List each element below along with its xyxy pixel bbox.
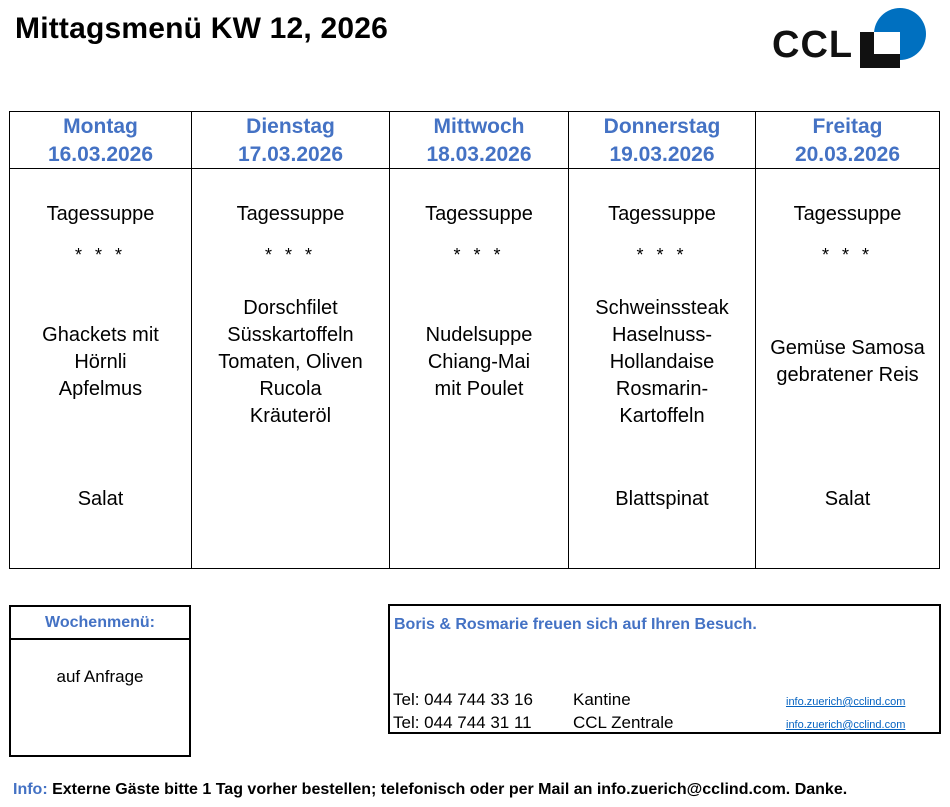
- main-dish-text: Schweinssteak Haselnuss- Hollandaise Rosmarin- Kartoffeln: [595, 296, 729, 427]
- day-column-montag: [10, 112, 192, 568]
- main-dish-text: Nudelsuppe Chiang-Mai mit Poulet: [425, 323, 533, 400]
- day-date: 17.03.2026: [237, 143, 344, 166]
- soup-item: Tagessuppe: [608, 203, 716, 225]
- day-header: [390, 112, 568, 169]
- main-dish: [192, 282, 389, 442]
- page-title: Mittagsmenü KW 12, 2026: [15, 12, 389, 45]
- soup-item: Tagessuppe: [46, 203, 155, 225]
- day-header: [192, 112, 389, 169]
- day-name: Donnerstag: [603, 115, 721, 138]
- soup-item: Tagessuppe: [236, 203, 345, 225]
- weekly-menu-label: Wochenmenü:: [11, 607, 189, 640]
- phone-number: Tel: 044 744 31 11: [393, 713, 532, 732]
- contact-place: Kantine: [573, 690, 631, 709]
- ccl-logo: [772, 8, 932, 70]
- soup-item: Tagessuppe: [793, 203, 902, 225]
- day-name: Mittwoch: [433, 115, 525, 138]
- main-dish: [569, 282, 755, 442]
- main-dish: [756, 282, 939, 442]
- contact-place: CCL Zentrale: [573, 713, 674, 732]
- main-dish-text: Gemüse Samosa gebratener Reis: [770, 337, 925, 386]
- main-dish: [10, 282, 191, 442]
- day-name: Montag: [63, 115, 138, 138]
- day-column-freitag: [756, 112, 939, 568]
- day-column-donnerstag: [569, 112, 756, 568]
- day-header: [569, 112, 755, 169]
- side-dish: Salat: [824, 488, 871, 510]
- side-dish: Salat: [77, 488, 124, 510]
- main-dish: [390, 282, 568, 442]
- day-column-dienstag: [192, 112, 390, 568]
- logo-mark-icon: [856, 8, 928, 70]
- day-date: 16.03.2026: [47, 143, 154, 166]
- footer-info: [13, 781, 847, 799]
- separator: * * *: [74, 245, 127, 265]
- phone-number: Tel: 044 744 33 16: [393, 690, 533, 709]
- greeting-text: Boris & Rosmarie freuen sich auf Ihren Besuch.: [394, 616, 757, 633]
- email-link[interactable]: info.zuerich@cclind.com: [786, 696, 906, 708]
- main-dish-text: Dorschfilet Süsskartoffeln Tomaten, Oliven Rucola Kräuteröl: [218, 296, 363, 427]
- soup-item: Tagessuppe: [425, 203, 533, 225]
- contact-box: [388, 604, 941, 734]
- separator: * * *: [453, 245, 505, 265]
- info-label: Info:: [13, 781, 48, 798]
- day-date: 20.03.2026: [794, 143, 901, 166]
- email-link[interactable]: info.zuerich@cclind.com: [786, 719, 906, 731]
- weekly-menu-box: [9, 605, 191, 757]
- main-dish-text: Ghackets mit Hörnli Apfelmus: [42, 323, 159, 400]
- day-name: Dienstag: [246, 115, 335, 138]
- day-date: 18.03.2026: [426, 143, 532, 166]
- day-column-mittwoch: [390, 112, 569, 568]
- logo-text: CCL: [772, 24, 854, 66]
- day-name: Freitag: [812, 115, 883, 138]
- weekly-menu-value: auf Anfrage: [56, 667, 144, 686]
- separator: * * *: [264, 245, 317, 265]
- day-header: [10, 112, 191, 169]
- side-dish: Blattspinat: [615, 488, 709, 510]
- separator: * * *: [821, 245, 874, 265]
- separator: * * *: [636, 245, 688, 265]
- day-date: 19.03.2026: [609, 143, 715, 166]
- menu-table: [9, 111, 940, 569]
- day-header: [756, 112, 939, 169]
- info-text: Externe Gäste bitte 1 Tag vorher bestellen; telefonisch oder per Mail an info.zuerich@cclind.com. Danke.: [47, 781, 848, 798]
